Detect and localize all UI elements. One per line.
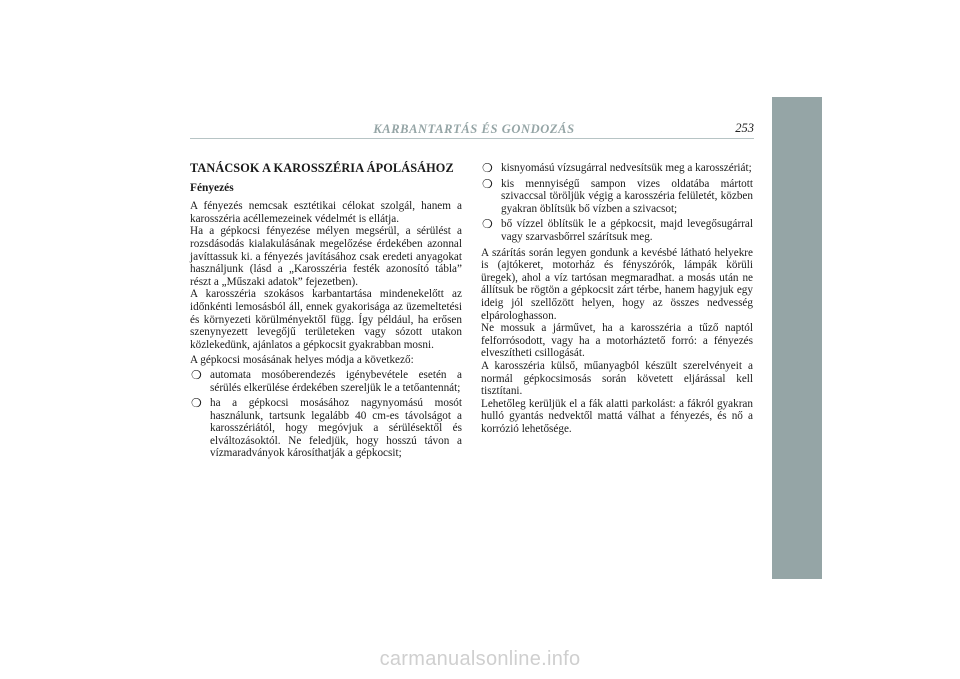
- list-item: [481, 162, 753, 175]
- paragraph: Ha a gépkocsi fényezése mélyen megsérül, a sérülést a rozsdásodás kialakulásának megelőzése érdekében azonnal javíttassuk ki. a fényezés javításához csak eredeti anyagokat használjunk (lásd a „Karosszéria festék azonosító tábla” részt a „Műszaki adatok” fejezetben).: [190, 225, 462, 288]
- list-item-text: ha a gépkocsi mosásához nagynyomású mosót használunk, tartsunk legalább 40 cm-es távolságot a karosszériától, hogy megóvjuk a sérülésektől és elváltozásoktól. Ne feledjük, hogy hosszú távon a vízmaradványok károsíthatják a gépkocsit;: [210, 397, 462, 460]
- bullet-list: [190, 369, 462, 460]
- paragraph: Ne mossuk a járművet, ha a karosszéria a tűző naptól felforrósodott, vagy ha a motorháztető forró: a fényezés elveszítheti csillogását.: [481, 322, 753, 360]
- chapter-side-tab: [772, 97, 822, 579]
- page-number: 253: [735, 121, 754, 135]
- list-item: [190, 397, 462, 460]
- left-column: [190, 162, 462, 463]
- section-title: TANÁCSOK A KAROSSZÉRIA ÁPOLÁSÁHOZ: [190, 161, 454, 175]
- paragraph: A gépkocsi mosásának helyes módja a következő:: [190, 354, 414, 367]
- paragraph: A karosszéria külső, műanyagból készült szerelvényeit a normál gépkocsimosás során követett eljárással kell tisztítani.: [481, 359, 753, 398]
- list-item-text: kisnyomású vízsugárral nedvesítsük meg a karosszériát;: [501, 162, 752, 174]
- paragraph: A szárítás során legyen gondunk a kevésbé látható helyekre is (ajtókeret, motorház és fényszórók, lámpák körüli üregek), ahol a víz tartósan megmaradhat. a mosás után ne állítsuk be rögtön a gépkocsit zárt térbe, hanem hagyjuk egy ideig jól szellőzött helyen, hogy az összes nedvesség elpárologhasson.: [481, 246, 753, 322]
- header-rule: [190, 138, 754, 139]
- list-item-text: bő vízzel öblítsük le a gépkocsit, majd levegősugárral vagy szarvasbőrrel szárítsuk meg.: [501, 218, 753, 243]
- list-item-text: kis mennyiségű sampon vizes oldatába mártott szivaccsal töröljük végig a karosszéria felületét, közben gyakran öblítsük bő vízben a szivacsot;: [501, 177, 753, 215]
- chapter-title: KARBANTARTÁS ÉS GONDOZÁS: [373, 122, 575, 136]
- bullet-list: [481, 162, 753, 244]
- subsection-title: Fényezés: [190, 181, 234, 194]
- right-column: [481, 162, 753, 435]
- list-item: [190, 369, 462, 394]
- list-item: [481, 178, 753, 216]
- paragraph: A fényezés nemcsak esztétikai célokat szolgál, hanem a karosszéria acéllemezeinek védelmét is ellátja.: [190, 200, 462, 225]
- list-item: [481, 218, 753, 243]
- circle-bullet-icon: ❍: [482, 176, 493, 191]
- circle-bullet-icon: ❍: [482, 217, 493, 232]
- list-item-text: automata mosóberendezés igénybevétele esetén a sérülés elkerülése érdekében szereljük le a tetőantennát;: [210, 368, 462, 394]
- paragraph: Lehetőleg kerüljük el a fák alatti parkolást: a fákról gyakran hulló gyantás nedvektől mattá válhat a fényezés, és nő a korrózió lehetősége.: [481, 397, 753, 435]
- circle-bullet-icon: ❍: [191, 367, 202, 382]
- circle-bullet-icon: ❍: [191, 396, 202, 411]
- paragraph: A karosszéria szokásos karbantartása mindenekelőtt az időnkénti lemosásból áll, ennek gyakorisága az üzemeltetési és környezeti körülményektől függ. Így például, ha erősen szenynyezett levegőjű területeken vagy sózott utakon közlekedünk, ajánlatos a gépkocsit gyakrabban mosni.: [190, 288, 462, 351]
- page-header: [190, 122, 758, 138]
- watermark: carmanualsonline.info: [379, 648, 581, 670]
- circle-bullet-icon: ❍: [482, 161, 493, 175]
